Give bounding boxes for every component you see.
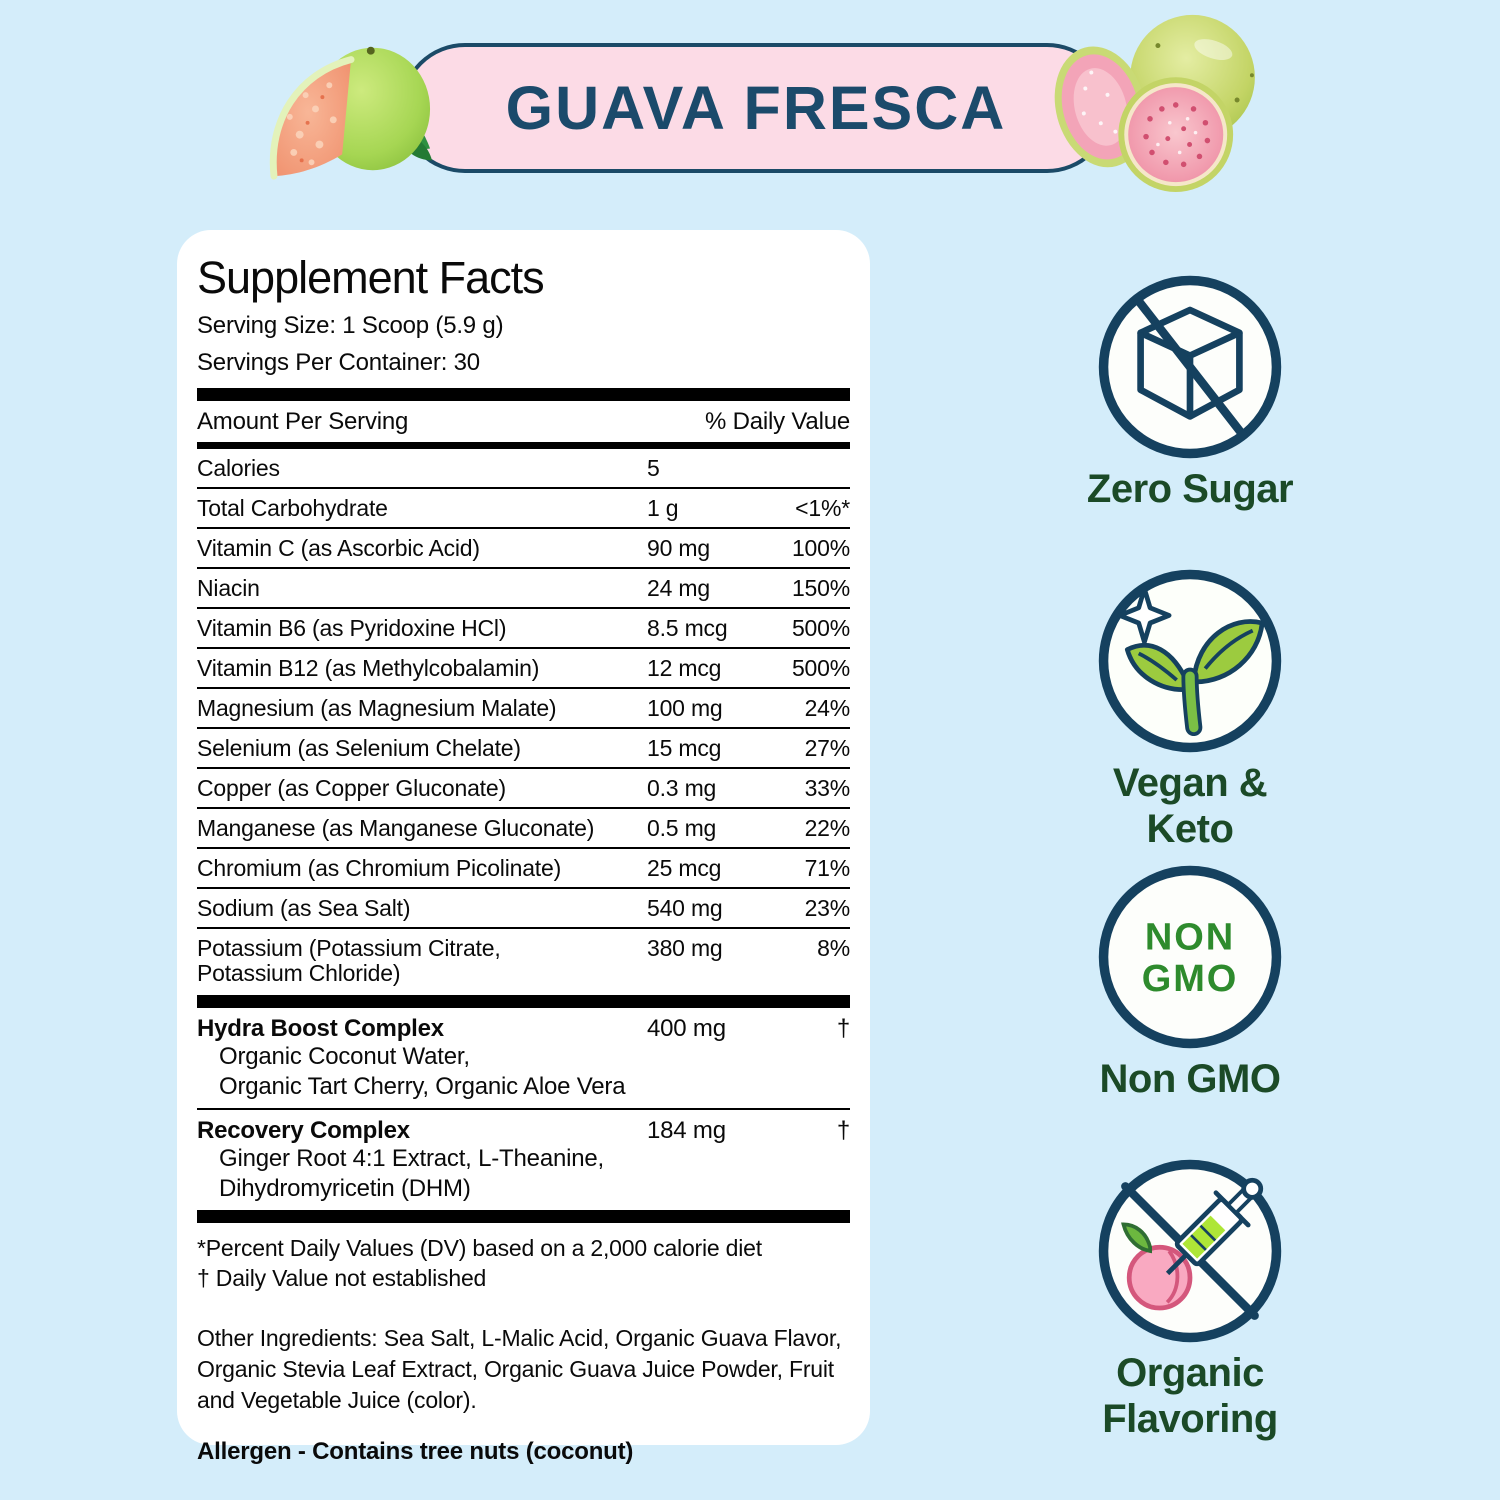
nutrient-amount: 380 mg xyxy=(647,934,723,961)
table-row xyxy=(197,609,850,649)
nutrient-name: Vitamin B12 (as Methylcobalamin) xyxy=(197,654,540,681)
nutrient-amount: 540 mg xyxy=(647,894,723,921)
nutrient-dv: 27% xyxy=(804,734,850,761)
badge-label-line2: Flavoring xyxy=(1102,1397,1278,1441)
daily-value-header: % Daily Value xyxy=(704,408,850,435)
badge-label-line1: Organic xyxy=(1116,1351,1264,1395)
amount-per-serving-header: Amount Per Serving xyxy=(197,408,409,435)
nutrient-name: Niacin xyxy=(197,574,260,601)
vegan-keto-badge xyxy=(1080,566,1300,852)
nutrient-amount: 15 mcg xyxy=(647,734,722,761)
nutrient-name: Potassium (Potassium Citrate, Potassium Chloride) xyxy=(197,934,501,986)
nutrient-dv: 100% xyxy=(791,534,850,561)
nutrient-name: Copper (as Copper Gluconate) xyxy=(197,774,506,801)
supplement-facts-title: Supplement Facts xyxy=(197,252,544,303)
other-ingredients: Other Ingredients: Sea Salt, L-Malic Acid, Organic Guava Flavor, Organic Stevia Leaf Extract, Organic Guava Juice Powder, Fruit and Vegetable Juice (color). xyxy=(197,1324,842,1413)
no-sugar-cube-icon xyxy=(1095,272,1285,462)
nutrient-amount: 1 g xyxy=(647,494,679,521)
complex-ingredients: Ginger Root 4:1 Extract, L-Theanine, xyxy=(219,1144,605,1172)
nutrient-name: Chromium (as Chromium Picolinate) xyxy=(197,854,562,881)
complex-dv: † xyxy=(836,1014,850,1042)
badge-label: Zero Sugar xyxy=(1086,467,1294,511)
nutrient-amount: 5 xyxy=(647,454,660,481)
no-artificial-syringe-icon xyxy=(1095,1156,1285,1346)
table-row xyxy=(197,849,850,889)
complex-name: Recovery Complex xyxy=(197,1116,410,1144)
complex-dv: † xyxy=(836,1116,850,1144)
divider-thick xyxy=(197,995,850,1008)
nutrient-name: Vitamin C (as Ascorbic Acid) xyxy=(197,534,480,561)
divider-medium xyxy=(197,442,850,449)
non-gmo-badge xyxy=(1080,862,1300,1102)
complex-amount: 400 mg xyxy=(647,1014,726,1042)
nutrient-name: Manganese (as Manganese Gluconate) xyxy=(197,814,595,841)
complex-ingredients: Organic Coconut Water, xyxy=(219,1042,470,1070)
divider-thick xyxy=(197,1210,850,1223)
nutrient-name: Vitamin B6 (as Pyridoxine HCl) xyxy=(197,614,507,641)
nutrient-dv: 23% xyxy=(804,894,850,921)
header-pill xyxy=(400,43,1112,173)
svg-text:GMO xyxy=(1142,958,1238,1000)
nutrient-amount: 100 mg xyxy=(647,694,723,721)
table-row xyxy=(197,889,850,929)
nutrient-name: Sodium (as Sea Salt) xyxy=(197,894,411,921)
nutrient-amount: 0.5 mg xyxy=(647,814,717,841)
table-row xyxy=(197,529,850,569)
nutrient-amount: 0.3 mg xyxy=(647,774,717,801)
product-title: GUAVA FRESCA xyxy=(505,74,1007,142)
footnotes xyxy=(197,1233,850,1293)
table-row xyxy=(197,649,850,689)
table-row xyxy=(197,689,850,729)
footnote: *Percent Daily Values (DV) based on a 2,000 calorie diet xyxy=(197,1234,762,1261)
nutrient-amount: 25 mcg xyxy=(647,854,722,881)
guava-fruit-left-image xyxy=(260,26,448,186)
table-row xyxy=(197,569,850,609)
supplement-facts-panel xyxy=(177,230,870,1465)
badge-label: Vegan & Keto xyxy=(1112,761,1268,851)
nutrient-dv: 22% xyxy=(804,814,850,841)
table-row xyxy=(197,489,850,529)
complex-ingredients: Dihydromyricetin (DHM) xyxy=(219,1174,471,1202)
zero-sugar-badge xyxy=(1080,272,1300,512)
nutrient-amount: 24 mg xyxy=(647,574,710,601)
divider-thick xyxy=(197,388,850,401)
guava-half-front xyxy=(1118,77,1233,192)
organic-flavoring-badge xyxy=(1080,1156,1300,1442)
table-row xyxy=(197,449,850,489)
non-gmo-circle-icon xyxy=(1095,862,1285,1052)
complex-amount: 184 mg xyxy=(647,1116,726,1144)
non-gmo-word-2: GMO xyxy=(1141,958,1239,1001)
non-gmo-word-1: NON xyxy=(1144,916,1236,959)
badge-label: Non GMO xyxy=(1099,1057,1281,1101)
serving-size: Serving Size: 1 Scoop (5.9 g) xyxy=(197,312,504,339)
nutrient-dv: 33% xyxy=(804,774,850,801)
nutrient-name: Calories xyxy=(197,454,280,481)
complex-row xyxy=(197,1008,850,1110)
nutrient-dv: 150% xyxy=(791,574,850,601)
badge-label xyxy=(1080,1350,1300,1442)
column-header-row xyxy=(197,401,850,442)
nutrient-dv: 24% xyxy=(804,694,850,721)
nutrient-name-line2: Potassium Chloride) xyxy=(197,959,401,986)
svg-text:NON xyxy=(1145,916,1235,958)
servings-per-container: Servings Per Container: 30 xyxy=(197,349,480,376)
complex-ingredients: Organic Tart Cherry, Organic Aloe Vera xyxy=(219,1072,626,1100)
nutrient-dv: 500% xyxy=(791,654,850,681)
nutrient-amount: 12 mcg xyxy=(647,654,722,681)
complex-row xyxy=(197,1110,850,1210)
nutrient-dv: 8% xyxy=(817,934,850,961)
nutrient-dv: 71% xyxy=(804,854,850,881)
nutrient-name: Selenium (as Selenium Chelate) xyxy=(197,734,521,761)
table-row xyxy=(197,809,850,849)
footnote: † Daily Value not established xyxy=(197,1264,487,1291)
nutrient-dv: 500% xyxy=(791,614,850,641)
nutrient-name: Total Carbohydrate xyxy=(197,494,388,521)
allergen-note: Allergen - Contains tree nuts (coconut) xyxy=(197,1437,634,1465)
table-row xyxy=(197,769,850,809)
nutrient-amount: 90 mg xyxy=(647,534,710,561)
table-row xyxy=(197,729,850,769)
sprout-icon xyxy=(1095,566,1285,756)
complex-name: Hydra Boost Complex xyxy=(197,1014,444,1042)
nutrient-amount: 8.5 mcg xyxy=(647,614,728,641)
table-row xyxy=(197,929,850,995)
guava-fruit-right-image xyxy=(1038,6,1263,194)
nutrient-name: Magnesium (as Magnesium Malate) xyxy=(197,694,557,721)
nutrient-dv: <1%* xyxy=(795,494,850,521)
